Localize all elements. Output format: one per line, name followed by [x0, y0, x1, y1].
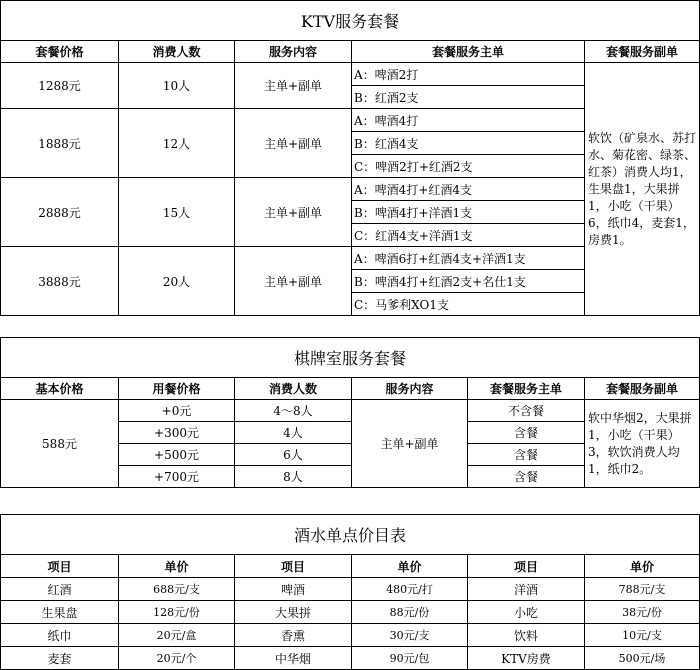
- package-option: C：啤酒2打+红酒2支: [352, 155, 585, 178]
- ktv-side-order: 软饮（矿泉水、苏打水、菊花密、绿茶、红茶）消费人均1，生果盘1，大果拼1，小吃（干果）6，纸巾4，麦套1，房费1。: [585, 63, 700, 316]
- package-content: 主单+副单: [235, 63, 352, 109]
- package-option: C：马爹利XO1支: [352, 293, 585, 316]
- item-name: KTV房费: [468, 647, 585, 670]
- package-option: A：啤酒2打: [352, 63, 585, 86]
- meal-price: +0元: [119, 400, 235, 422]
- people-count: 4～8人: [235, 400, 352, 422]
- header-unit-price: 单价: [585, 555, 700, 578]
- main-order: 含餐: [468, 444, 585, 466]
- table-row: [1, 578, 700, 601]
- item-name: 啤酒: [235, 578, 352, 601]
- package-option: B：红酒2支: [352, 86, 585, 109]
- drinks-title: 酒水单点价目表: [1, 515, 700, 555]
- meal-price: +500元: [119, 444, 235, 466]
- item-name: 中华烟: [235, 647, 352, 670]
- package-price: 2888元: [1, 178, 119, 247]
- package-option: A：啤酒4打+红酒4支: [352, 178, 585, 201]
- base-price: 588元: [1, 400, 119, 488]
- header-people: 消费人数: [119, 41, 235, 63]
- people-count: 8人: [235, 466, 352, 488]
- package-price: 1288元: [1, 63, 119, 109]
- package-price: 1888元: [1, 109, 119, 178]
- package-option: B：红酒4支: [352, 132, 585, 155]
- item-name: 饮料: [468, 624, 585, 647]
- item-price: 10元/支: [585, 624, 700, 647]
- package-option: A：啤酒4打: [352, 109, 585, 132]
- chess-title: 棋牌室服务套餐: [1, 338, 700, 378]
- package-content: 主单+副单: [235, 109, 352, 178]
- package-people: 12人: [119, 109, 235, 178]
- package-price: 3888元: [1, 247, 119, 316]
- item-price: 688元/支: [119, 578, 235, 601]
- item-price: 128元/份: [119, 601, 235, 624]
- table-row: [1, 400, 700, 422]
- item-price: 90元/包: [352, 647, 468, 670]
- table-row: [1, 647, 700, 670]
- package-people: 10人: [119, 63, 235, 109]
- package-option: A：啤酒6打+红酒4支+洋酒1支: [352, 247, 585, 270]
- item-name: 大果拼: [235, 601, 352, 624]
- item-price: 20元/个: [119, 647, 235, 670]
- header-package-price: 套餐价格: [1, 41, 119, 63]
- header-people: 消费人数: [235, 378, 352, 400]
- table-row: [1, 63, 700, 86]
- package-people: 15人: [119, 178, 235, 247]
- service-content: 主单+副单: [352, 400, 468, 488]
- item-name: 香熏: [235, 624, 352, 647]
- item-price: 480元/打: [352, 578, 468, 601]
- header-item: 项目: [235, 555, 352, 578]
- item-price: 38元/份: [585, 601, 700, 624]
- header-side-order: 套餐服务副单: [585, 378, 700, 400]
- main-order: 含餐: [468, 422, 585, 444]
- item-price: 500元/场: [585, 647, 700, 670]
- package-people: 20人: [119, 247, 235, 316]
- item-name: 纸巾: [1, 624, 119, 647]
- main-order: 不含餐: [468, 400, 585, 422]
- people-count: 6人: [235, 444, 352, 466]
- drinks-price-table: [0, 514, 700, 670]
- item-name: 生果盘: [1, 601, 119, 624]
- people-count: 4人: [235, 422, 352, 444]
- item-name: 洋酒: [468, 578, 585, 601]
- header-main-order: 套餐服务主单: [468, 378, 585, 400]
- item-price: 20元/盒: [119, 624, 235, 647]
- header-item: 项目: [1, 555, 119, 578]
- header-unit-price: 单价: [119, 555, 235, 578]
- ktv-package-table: [0, 0, 700, 316]
- chess-room-package-table: [0, 337, 700, 488]
- header-main-order: 套餐服务主单: [352, 41, 585, 63]
- item-name: 麦套: [1, 647, 119, 670]
- chess-side-order: 软中华烟2，大果拼1，小吃（干果）3，软饮消费人均1，纸巾2。: [585, 400, 700, 488]
- item-name: 红酒: [1, 578, 119, 601]
- table-row: [1, 624, 700, 647]
- header-side-order: 套餐服务副单: [585, 41, 700, 63]
- header-unit-price: 单价: [352, 555, 468, 578]
- package-content: 主单+副单: [235, 247, 352, 316]
- package-option: B：啤酒4打+洋酒1支: [352, 201, 585, 224]
- main-order: 含餐: [468, 466, 585, 488]
- header-content: 服务内容: [235, 41, 352, 63]
- package-option: B：啤酒4打+红酒2支+名仕1支: [352, 270, 585, 293]
- meal-price: +300元: [119, 422, 235, 444]
- item-price: 788元/支: [585, 578, 700, 601]
- header-base-price: 基本价格: [1, 378, 119, 400]
- meal-price: +700元: [119, 466, 235, 488]
- header-meal-price: 用餐价格: [119, 378, 235, 400]
- item-price: 88元/份: [352, 601, 468, 624]
- table-row: [1, 601, 700, 624]
- item-name: 小吃: [468, 601, 585, 624]
- ktv-title: KTV服务套餐: [1, 1, 700, 41]
- package-option: C：红酒4支+洋酒1支: [352, 224, 585, 247]
- package-content: 主单+副单: [235, 178, 352, 247]
- header-content: 服务内容: [352, 378, 468, 400]
- item-price: 30元/支: [352, 624, 468, 647]
- header-item: 项目: [468, 555, 585, 578]
